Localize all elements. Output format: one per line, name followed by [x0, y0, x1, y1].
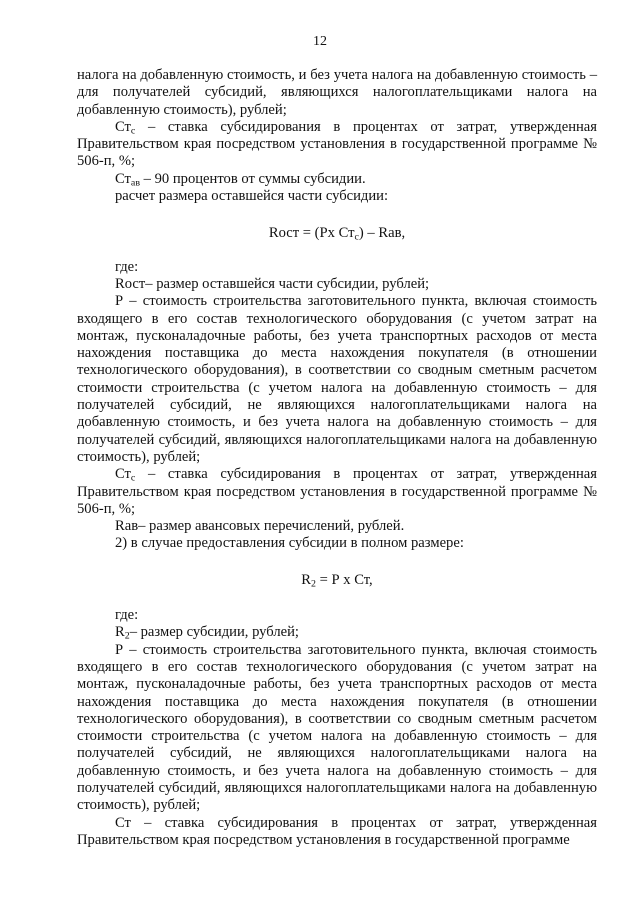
paragraph: расчет размера оставшейся части субсидии: — [115, 188, 389, 205]
definition-st-av: $Ст_{ав} - 90$ процентов от суммы субсидии. — [115, 170, 366, 189]
definition-r-av: Rав– размер авансовых перечислений, рублей. — [115, 518, 405, 535]
definition-r-ost: Rост– размер оставшейся части субсидии, рублей; — [115, 275, 430, 292]
definition-st: Ст – ставка субсидирования в процентах от затрат, утвержденная Правительством края посредством установления в государственной программе — [77, 814, 597, 848]
definition-p: Р – стоимость строительства заготовительного пункта, включая стоимость входящего в его состав технологического оборудования (с учетом затрат на монтаж, пусконаладочные работы, без учета транспортных расходов от места нахождения поставщика до места нахождения покупателя (в отношении технологического оборудования), в соответствии со сводным сметным расчетом стоимости строительства (с учетом налога на добавленную стоимость – для получателей субсидий, не являющихся налогоплательщиками налога на добавленную стоимость, и без учета налога на добавленную стоимость – для получателей субсидий, являющихся налогоплательщиками налога на добавленную стоимость), рублей; — [77, 293, 597, 465]
definition-r2: $R_2-$ размер субсидии, рублей; — [115, 624, 299, 642]
formula-full-subsidy: $R_2 = Р$ х Ст, — [301, 571, 373, 590]
where-label: где: — [115, 607, 139, 624]
page-number: 12 — [313, 34, 327, 49]
definition-p: Р – стоимость строительства заготовительного пункта, включая стоимость входящего в его состав технологического оборудования (с учетом затрат на монтаж, пусконаладочные работы, без учета транспортных расходов от места нахождения поставщика до места нахождения покупателя (в отношении технологического оборудования), в соответствии со сводным сметным расчетом стоимости строительства (с учетом налога на добавленную стоимость – для получателей субсидий, не являющихся налогоплательщиками налога на добавленную стоимость, и без учета налога на добавленную стоимость – для получателей субсидий, являющихся налогоплательщиками налога на добавленную стоимость), рублей; — [77, 641, 597, 814]
where-label: где: — [115, 258, 139, 275]
list-item-2: 2) в случае предоставления субсидии в полном размере: — [115, 535, 464, 552]
page-body — [77, 67, 597, 849]
definition-st-c: $Ст_с$ – ставка субсидирования в процентах от затрат, утвержденная Правительством края посредством установления в государственной программе № 506-п, %; — [77, 118, 597, 170]
formula-remaining-subsidy: Rост = (Рх $Ст_с$) – Rав, — [268, 225, 406, 243]
paragraph: налога на добавленную стоимость, и без учета налога на добавленную стоимость – для получателей субсидий, являющихся налогоплательщиками налога на добавленную стоимость), рублей; — [77, 67, 597, 118]
definition-st-c: $Ст_с$ – ставка субсидирования в процентах от затрат, утвержденная Правительством края посредством установления в государственной программе № 506-п, %; — [77, 466, 597, 517]
